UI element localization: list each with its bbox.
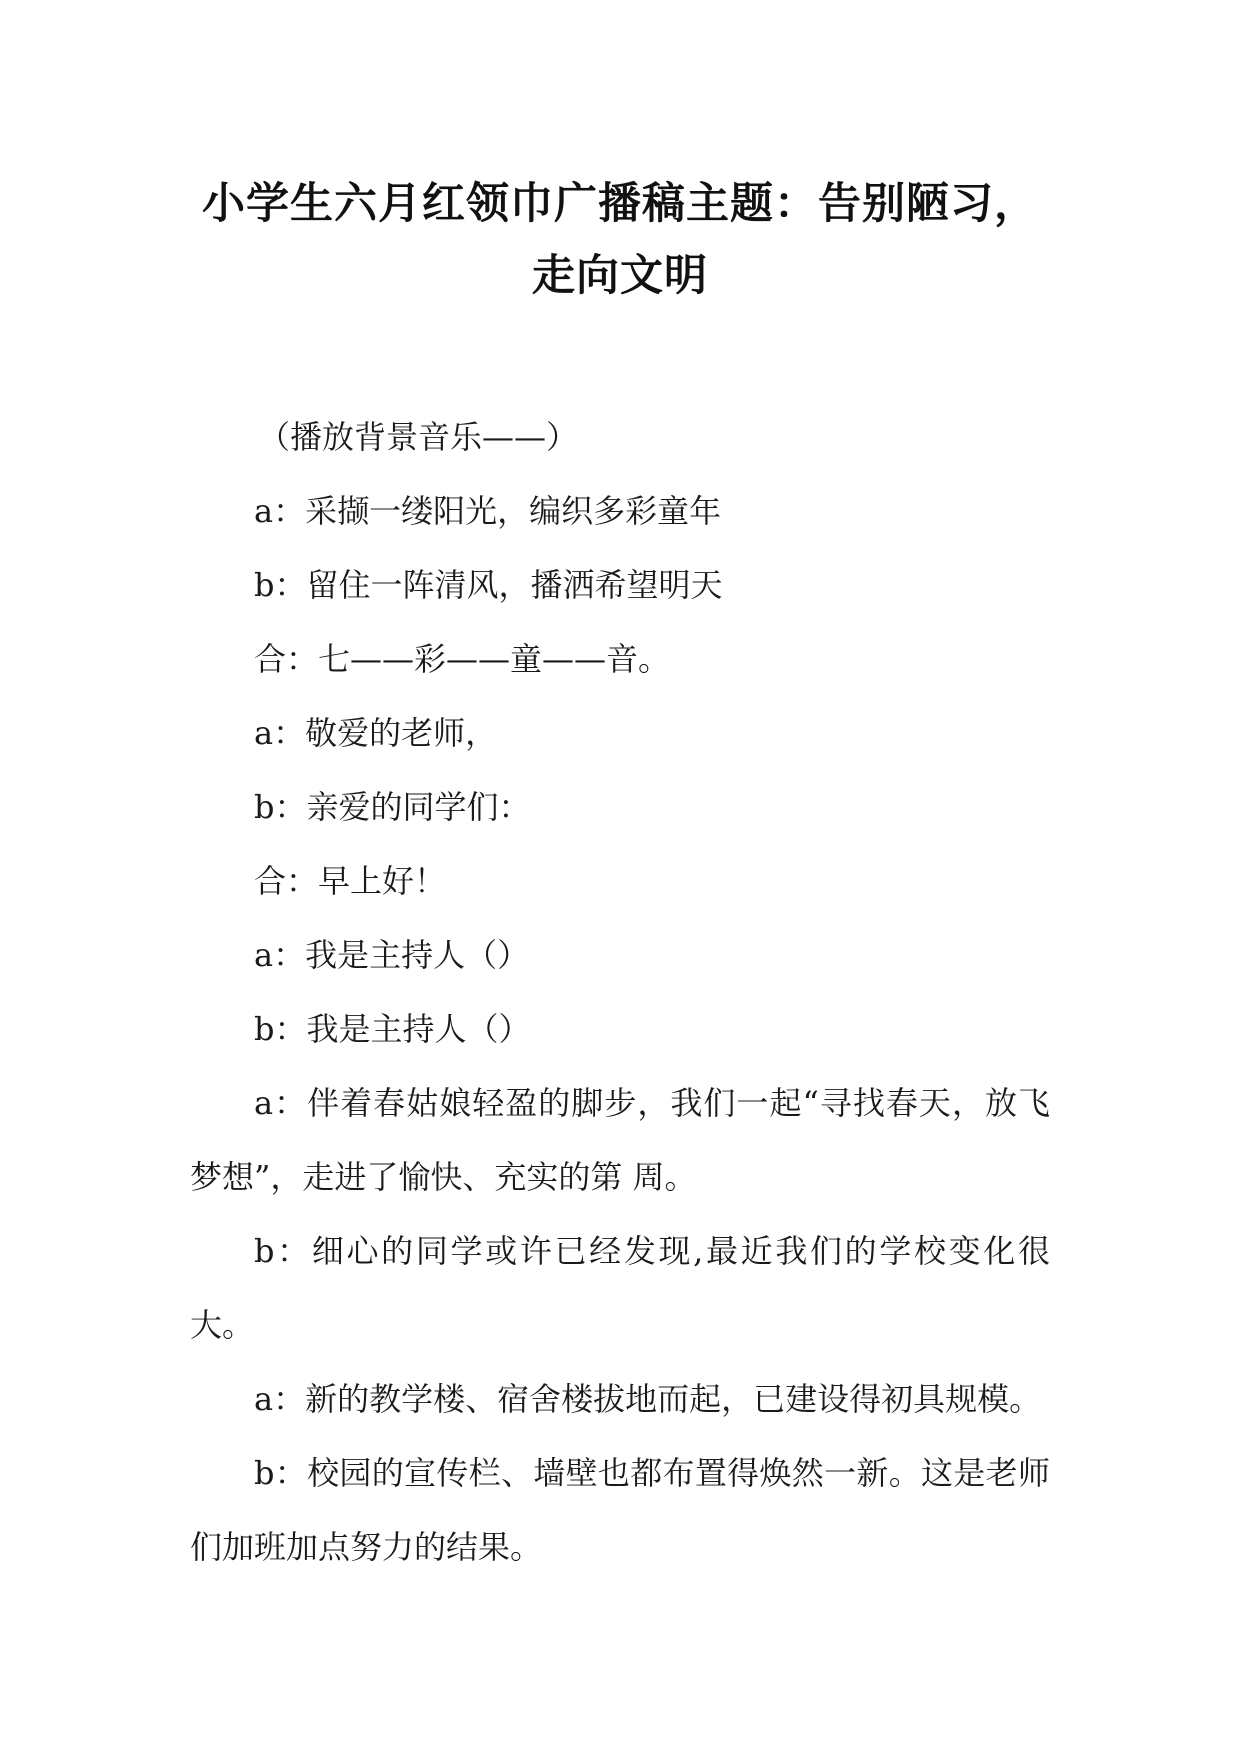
paragraph: b：亲爱的同学们： bbox=[254, 788, 531, 826]
paragraph: 合：早上好！ bbox=[254, 862, 447, 900]
paragraph: a：敬爱的老师， bbox=[254, 714, 498, 752]
paragraph: a：伴着春姑娘轻盈的脚步，我们一起“寻找春天，放飞梦想”，走进了愉快、充实的第 周。 bbox=[190, 1084, 1050, 1196]
paragraph-music-cue: （播放背景音乐——） bbox=[258, 418, 579, 456]
paragraph: 合：七——彩——童——音。 bbox=[254, 640, 671, 678]
paragraph: b：校园的宣传栏、墙壁也都布置得焕然一新。这是老师们加班加点努力的结果。 bbox=[190, 1454, 1050, 1566]
document-title-line-2: 走向文明 bbox=[532, 251, 708, 301]
paragraph: b：我是主持人（） bbox=[254, 1010, 531, 1048]
paragraph: a：新的教学楼、宿舍楼拔地而起，已建设得初具规模。 bbox=[254, 1380, 1042, 1418]
document-body bbox=[190, 400, 1050, 1584]
paragraph: a：采撷一缕阳光，编织多彩童年 bbox=[254, 492, 722, 530]
paragraph: b：细心的同学或许已经发现,最近我们的学校变化很大。 bbox=[190, 1232, 1050, 1344]
document-title-line-1: 小学生六月红领巾广播稿主题：告别陋习， bbox=[202, 179, 1038, 229]
paragraph: a：我是主持人（） bbox=[254, 936, 530, 974]
paragraph: b：留住一阵清风，播洒希望明天 bbox=[254, 566, 723, 604]
